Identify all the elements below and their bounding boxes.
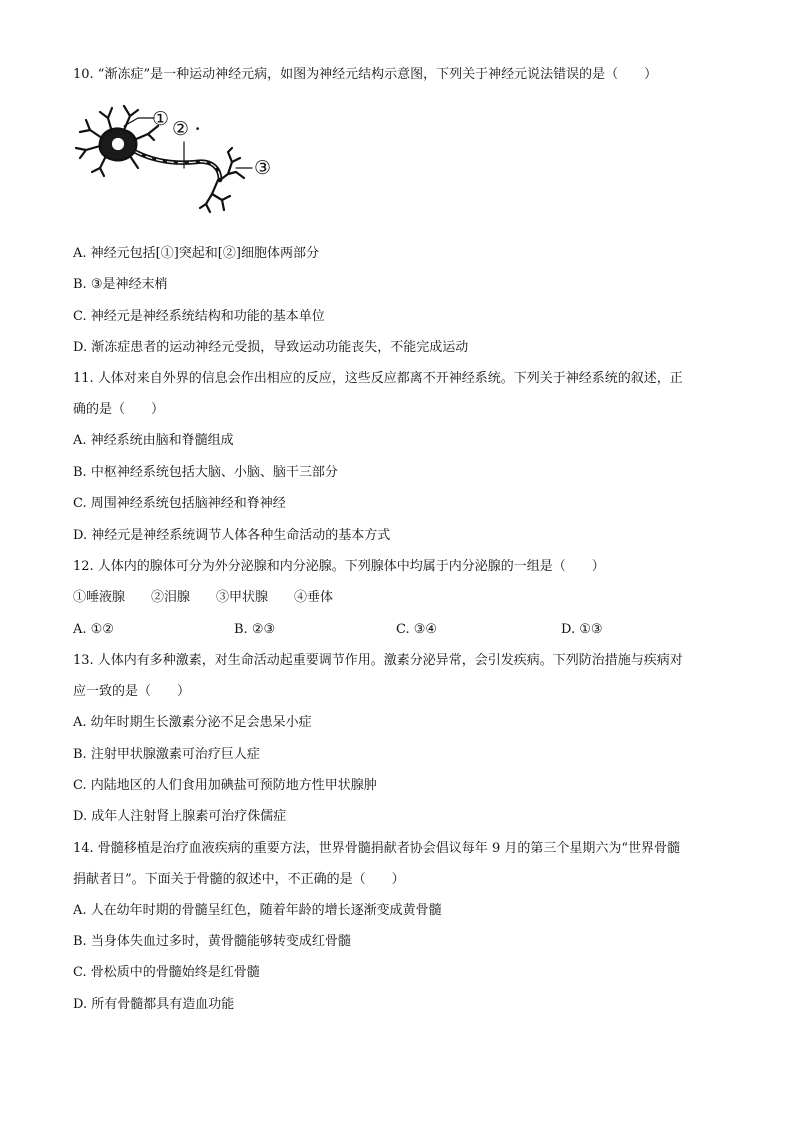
q10-option-c: C. 神经元是神经系统结构和功能的基本单位 bbox=[73, 309, 325, 324]
label-2: ② bbox=[172, 118, 190, 140]
q10-option-d: D. 渐冻症患者的运动神经元受损，导致运动功能丧失，不能完成运动 bbox=[73, 340, 469, 355]
q10-option-a: A. 神经元包括[①]突起和[②]细胞体两部分 bbox=[73, 246, 319, 261]
q10-stem: 10. “渐冻症”是一种运动神经元病，如图为神经元结构示意图，下列关于神经元说法错误的是（ ） bbox=[73, 67, 658, 82]
q13-option-b: B. 注射甲状腺激素可治疗巨人症 bbox=[73, 747, 260, 762]
q14-stem-line2: 捐献者日”。下面关于骨髓的叙述中，不正确的是（ ） bbox=[73, 872, 405, 887]
q11-option-b: B. 中枢神经系统包括大脑、小脑、脑干三部分 bbox=[73, 465, 338, 480]
q10-option-b: B. ③是神经末梢 bbox=[73, 277, 168, 292]
q12-items: ①唾液腺 ②泪腺 ③甲状腺 ④垂体 bbox=[73, 590, 334, 605]
q13-stem-line1: 13. 人体内有多种激素，对生命活动起重要调节作用。激素分泌异常，会引发疾病。下列防治措施与疾病对 bbox=[73, 653, 683, 668]
q14-option-d: D. 所有骨髓都具有造血功能 bbox=[73, 997, 235, 1012]
q12-option-b: B. ②③ bbox=[234, 622, 276, 637]
q11-stem-line2: 确的是（ ） bbox=[73, 402, 165, 417]
q11-option-d: D. 神经元是神经系统调节人体各种生命活动的基本方式 bbox=[73, 528, 391, 543]
q11-option-c: C. 周围神经系统包括脑神经和脊神经 bbox=[73, 496, 286, 511]
q12-option-a: A. ①② bbox=[73, 622, 114, 637]
q14-stem-line1: 14. 骨髓移植是治疗血液疾病的重要方法，世界骨髓捐献者协会倡议每年 9 月的第三个星期六为“世界骨髓 bbox=[73, 841, 680, 856]
q13-option-a: A. 幼年时期生长激素分泌不足会患呆小症 bbox=[73, 715, 312, 730]
q13-option-c: C. 内陆地区的人们食用加碘盐可预防地方性甲状腺肿 bbox=[73, 778, 377, 793]
q13-stem-line2: 应一致的是（ ） bbox=[73, 684, 191, 699]
q14-option-a: A. 人在幼年时期的骨髓呈红色，随着年龄的增长逐渐变成黄骨髓 bbox=[73, 903, 442, 918]
q12-stem: 12. 人体内的腺体可分为外分泌腺和内分泌腺。下列腺体中均属于内分泌腺的一组是（ ） bbox=[73, 559, 605, 574]
neuron-diagram bbox=[72, 96, 282, 220]
q12-option-c: C. ③④ bbox=[396, 622, 438, 637]
label-3: ③ bbox=[254, 157, 272, 179]
q11-stem-line1: 11. 人体对来自外界的信息会作出相应的反应，这些反应都离不开神经系统。下列关于神经系统的叙述，正 bbox=[73, 371, 683, 386]
label-2-mark: . bbox=[195, 116, 201, 134]
label-1: ① bbox=[152, 108, 170, 130]
q14-option-c: C. 骨松质中的骨髓始终是红骨髓 bbox=[73, 965, 260, 980]
q13-option-d: D. 成年人注射肾上腺素可治疗侏儒症 bbox=[73, 809, 287, 824]
q12-option-d: D. ①③ bbox=[561, 622, 603, 637]
q11-option-a: A. 神经系统由脑和脊髓组成 bbox=[73, 433, 234, 448]
q14-option-b: B. 当身体失血过多时，黄骨髓能够转变成红骨髓 bbox=[73, 934, 351, 949]
neuron-figure bbox=[72, 96, 282, 220]
